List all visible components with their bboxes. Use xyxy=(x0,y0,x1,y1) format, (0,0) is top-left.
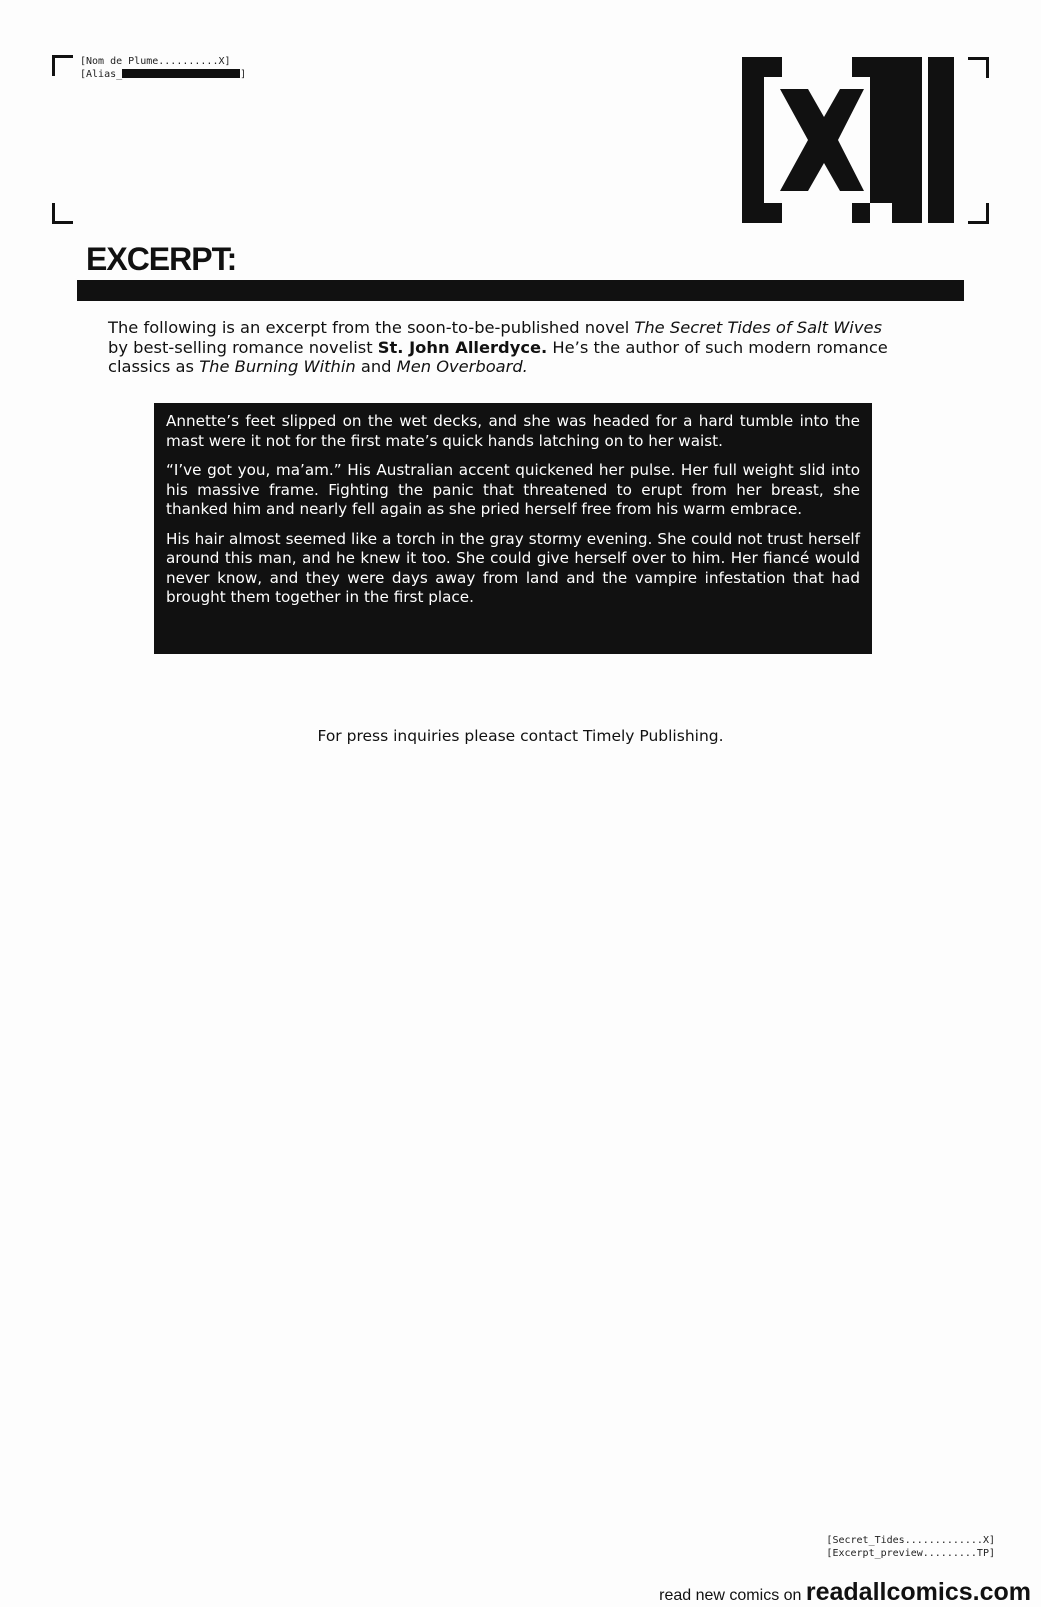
corner-bracket-top-left xyxy=(52,55,73,76)
book-title-1: The Burning Within xyxy=(199,357,356,376)
excerpt-box xyxy=(154,403,872,654)
novel-title: The Secret Tides of Salt Wives xyxy=(634,318,882,337)
excerpt-paragraph: Annette’s feet slipped on the wet decks, and she was headed for a hard tumble into the mast were it not for the first mate’s quick hands latching on to her waist. xyxy=(166,412,860,450)
header-tag-block xyxy=(80,55,246,81)
corner-bracket-top-right xyxy=(968,57,989,78)
site-name: readallcomics.com xyxy=(805,1578,1031,1606)
corner-bracket-bottom-left xyxy=(52,203,73,224)
footer-tag-block xyxy=(826,1534,995,1560)
title-rule xyxy=(77,280,964,301)
press-note: For press inquiries please contact Timely Publishing. xyxy=(317,727,724,745)
secret-tides-tag: [Secret_Tides.............X] xyxy=(826,1535,995,1546)
site-watermark: read new comics on readallcomics.com xyxy=(659,1578,1031,1606)
book-title-2: Men Overboard. xyxy=(396,357,528,376)
alias-tag: [Alias_ ] xyxy=(80,69,247,80)
intro-paragraph: The following is an excerpt from the soon-to-be-published novel The Secret Tides of Salt Wives by best-selling romance novelist St. John Allerdyce. He’s the author of such modern romance classics as The Burning Within and Men Overboard. xyxy=(108,318,888,376)
excerpt-preview-tag: [Excerpt_preview.........TP] xyxy=(826,1548,995,1559)
corner-bracket-bottom-right xyxy=(968,203,989,224)
excerpt-paragraph: “I’ve got you, ma’am.” His Australian accent quickened her pulse. Her full weight slid into his massive frame. Fighting the panic that threatened to erupt from her breast, she thanked him and nearly fell again as she pried herself free from his warm embrace. xyxy=(166,461,860,518)
redaction-bar xyxy=(122,69,240,78)
page-title: EXCERPT: xyxy=(86,241,237,277)
x-bracket-logo-icon xyxy=(742,57,954,223)
author-name: St. John Allerdyce. xyxy=(377,337,548,357)
nom-de-plume-tag: [Nom de Plume..........X] xyxy=(80,56,231,67)
excerpt-paragraph: His hair almost seemed like a torch in the gray stormy evening. She could not trust herself around this man, and he knew it too. She could give herself over to him. Her fiancé would never know, and they were days away from land and the vampire infestation that had brought them together in the first place. xyxy=(166,529,860,606)
